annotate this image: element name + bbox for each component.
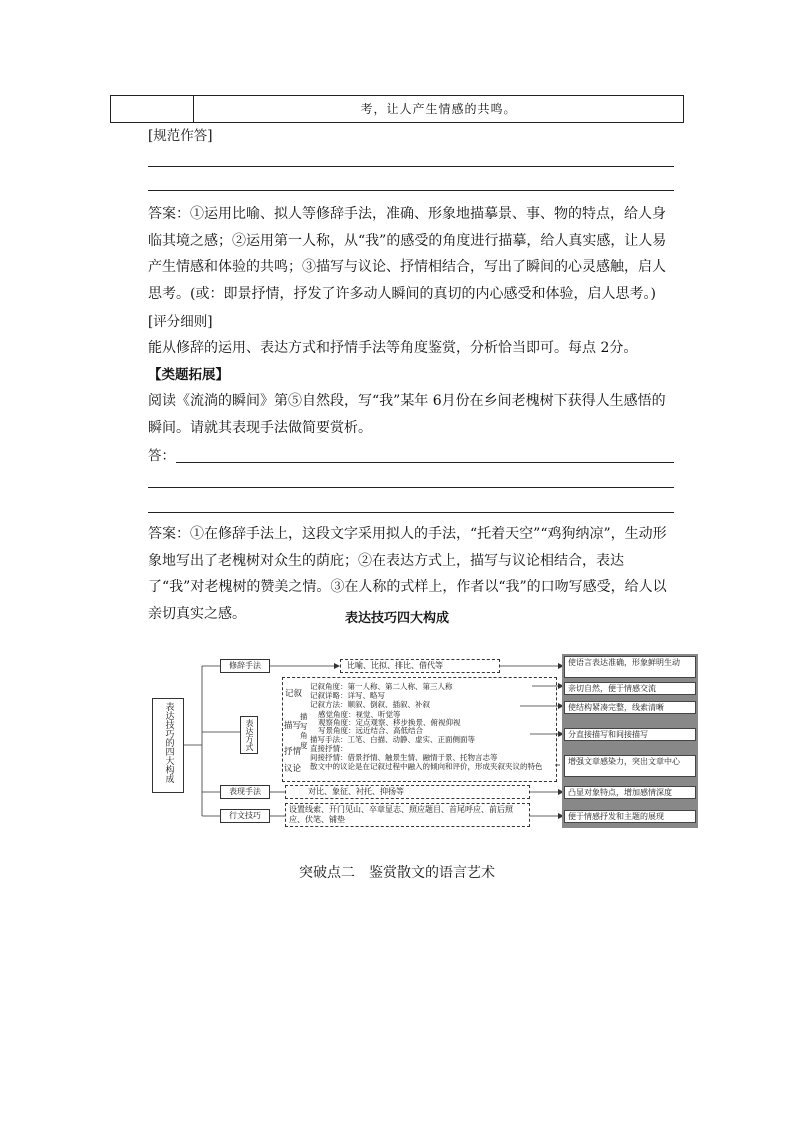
branch-rhetoric: 修辞手法 [220, 659, 270, 673]
jixu-label: 记叙 [285, 689, 303, 699]
shuqing-item-1: 直接抒情： [310, 744, 348, 753]
effect-7: 便于情感抒发和主题的展现 [564, 810, 696, 823]
branch-composition: 行文技巧 [220, 809, 270, 823]
answer-line [148, 487, 674, 488]
miaoxie-item-3: 写景角度：远近结合、高低结合 [318, 726, 423, 735]
effects-panel [562, 654, 698, 828]
answer-line [148, 512, 674, 513]
effect-6: 凸显对象特点，增加感情深度 [564, 786, 696, 799]
miaoxie-item-2: 观察角度：定点观察、移步换景、俯视仰视 [318, 718, 461, 727]
miaoxie-sub-label: 描写角度 [300, 712, 308, 750]
jixu-item-1: 记叙角度：第一人称、第二人称、第三人称 [310, 682, 453, 691]
scoring-text: 能从修辞的运用、表达方式和抒情手法等角度鉴赏，分析恰当即可。每点 2分。 [148, 340, 638, 356]
miaoxie-label: 描写 [284, 721, 302, 731]
diagram-root: 表达技巧的四大构成 [152, 698, 184, 793]
extension-text: 阅读《流淌的瞬间》第⑤自然段，写“我”某年 6月份在乡间老槐树下获得人生感悟的瞬间。请就其表现手法做简要赏析。 [148, 393, 666, 436]
effect-3: 使结构紧凑完整，线索清晰 [564, 701, 696, 714]
branch-presentation: 表现手法 [220, 785, 270, 799]
table-cell-right: 考，让人产生情感的共鸣。 [360, 102, 517, 116]
jixu-item-3: 记叙方法：顺叙、倒叙、插叙、补叙 [310, 700, 430, 709]
table-row [110, 95, 684, 123]
answer-paragraph-2: 答案：①在修辞手法上，这段文字采用拟人的手法，“托着天空”“鸡狗纳凉”，生动形象地写出了老槐树对众生的荫庇；②在表达方式上，描写与议论相结合，表达了“我”对老槐树的赞美之情。③在人称的式样上，作者以“我”的口吻写感受，给人以亲切真实之感。 [148, 526, 667, 622]
section-heading: 突破点二 鉴赏散文的语言艺术 [299, 865, 495, 881]
composition-items: 设置线索、开门见山、卒章显志、照应题目、首尾呼应、前后照应、伏笔、铺垫 [285, 803, 530, 827]
techniques-diagram [150, 650, 700, 830]
effect-1: 使语言表达准确，形象鲜明生动 [564, 656, 696, 678]
yilun-label: 议论 [284, 764, 302, 774]
answer-line [148, 190, 674, 191]
effect-4: 分直接描写和间接描写 [564, 728, 696, 741]
shuqing-item-2: 间接抒情：借景抒情、触景生情、融情于景、托物言志等 [310, 753, 498, 762]
answer-prompt: 答： [148, 448, 175, 464]
branch-expression: 表达方式 [240, 716, 258, 754]
miaoxie-item-1: 感觉角度：视觉、听觉等 [318, 710, 401, 719]
guide-label: [规范作答] [148, 128, 213, 144]
answer-paragraph-1: 答案：①运用比喻、拟人等修辞手法，准确、形象地描摹景、事、物的特点，给人身临其境之感；②运用第一人称，从“我”的感受的角度进行描摹，给人真实感，让人易产生情感和体验的共鸣；③描写与议论、抒情相结合，写出了瞬间的心灵感触，启人思考。(或：即景抒情，抒发了许多动人瞬间的真切的内心感受和体验，启人思考。) [148, 206, 667, 302]
effect-5: 增强文章感染力，突出文章中心 [564, 755, 696, 777]
answer-line [148, 166, 674, 167]
presentation-items: 对比、象征、衬托、抑扬等 [285, 785, 530, 799]
jixu-item-2: 记叙详略：详写、略写 [310, 691, 385, 700]
rhetoric-items: 比喻、比拟、排比、借代等 [340, 659, 500, 673]
diagram-title: 表达技巧四大构成 [344, 611, 449, 626]
answer-line [176, 462, 674, 463]
scoring-label: [评分细则] [148, 314, 213, 330]
yilun-item: 散文中的议论是在记叙过程中融入的倾向和评价，形成夹叙夹议的特色 [310, 762, 543, 771]
extension-label: 【类题拓展】 [148, 367, 229, 383]
shuqing-label: 抒情 [284, 747, 302, 757]
miaoxie-item-4: 描写手法：工笔、白描、动静、虚实、正面侧面等 [310, 735, 475, 744]
effect-2: 亲切自然，便于情感交流 [564, 682, 696, 695]
